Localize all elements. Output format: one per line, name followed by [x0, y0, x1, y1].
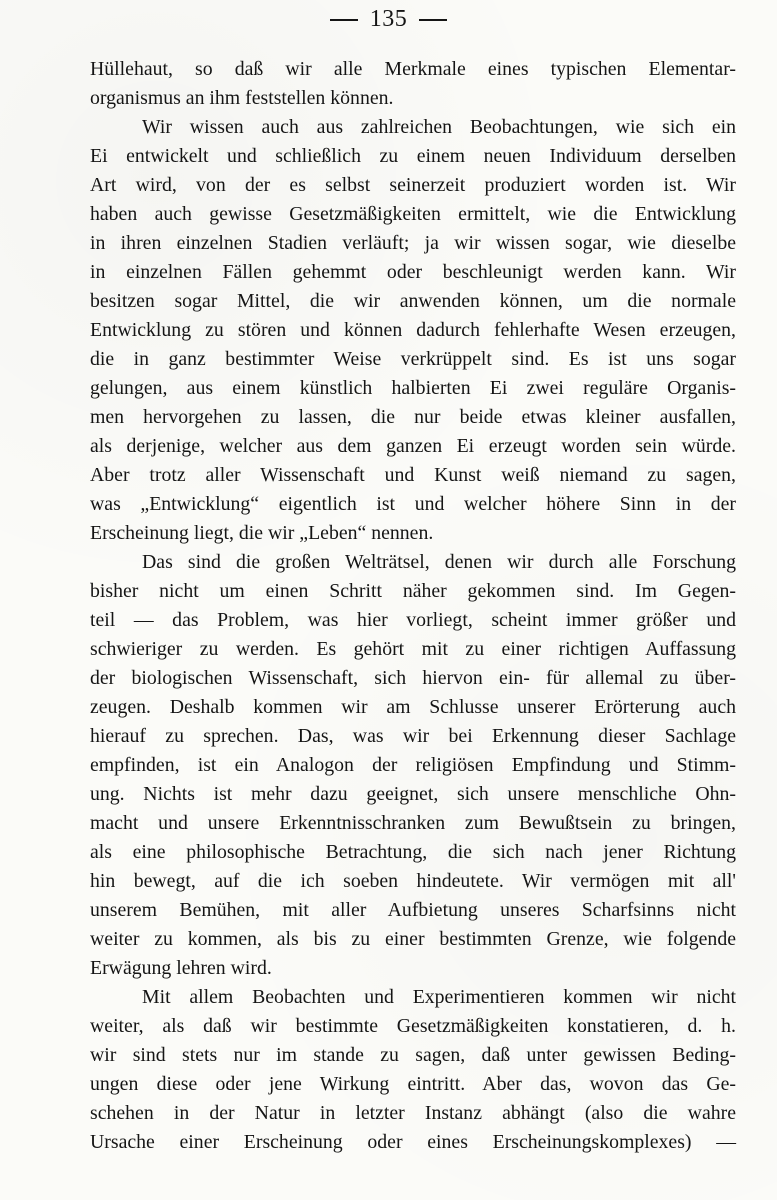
text-line: als eine philosophische Betrachtung, die sich nach jener Richtung: [90, 841, 736, 863]
header-dash-right: [419, 19, 447, 21]
text-line: Erwägung lehren wird.: [90, 957, 272, 979]
text-line: als derjenige, welcher aus dem ganzen Ei erzeugt worden sein würde.: [90, 435, 736, 457]
text-line: wir sind stets nur im stande zu sagen, daß unter gewissen Beding-: [90, 1044, 736, 1066]
text-line: hierauf zu sprechen. Das, was wir bei Erkennung dieser Sachlage: [90, 725, 736, 747]
text-line: weiter, als daß wir bestimmte Gesetzmäßigkeiten konstatieren, d. h.: [90, 1015, 736, 1037]
text-line: schehen in der Natur in letzter Instanz abhängt (also die wahre: [90, 1102, 736, 1124]
text-line: Das sind die großen Welträtsel, denen wir durch alle Forschung: [142, 551, 736, 573]
text-line: macht und unsere Erkenntnisschranken zum Bewußtsein zu bringen,: [90, 812, 736, 834]
text-line: empfinden, ist ein Analogon der religiösen Empfindung und Stimm-: [90, 754, 736, 776]
text-line: Aber trotz aller Wissenschaft und Kunst weiß niemand zu sagen,: [90, 464, 736, 486]
page-number: 135: [369, 6, 408, 32]
text-line: bisher nicht um einen Schritt näher gekommen sind. Im Gegen-: [90, 580, 736, 602]
text-line: weiter zu kommen, als bis zu einer bestimmten Grenze, wie folgende: [90, 928, 736, 950]
text-line: was „Entwicklung“ eigentlich ist und welcher höhere Sinn in der: [90, 493, 736, 515]
body-text: [90, 55, 736, 1157]
text-line: ungen diese oder jene Wirkung eintritt. Aber das, wovon das Ge-: [90, 1073, 736, 1095]
text-line: gelungen, aus einem künstlich halbierten Ei zwei reguläre Organis-: [90, 377, 736, 399]
text-line: Erscheinung liegt, die wir „Leben“ nennen.: [90, 522, 434, 544]
text-line: schwieriger zu werden. Es gehört mit zu einer richtigen Auffassung: [90, 638, 736, 660]
text-line: men hervorgehen zu lassen, die nur beide etwas kleiner ausfallen,: [90, 406, 736, 428]
text-line: haben auch gewisse Gesetzmäßigkeiten ermittelt, wie die Entwicklung: [90, 203, 736, 225]
text-line: teil — das Problem, was hier vorliegt, scheint immer größer und: [90, 609, 736, 631]
text-line: ung. Nichts ist mehr dazu geeignet, sich unsere menschliche Ohn-: [90, 783, 736, 805]
header-dash-left: [330, 19, 358, 21]
text-line: in ihren einzelnen Stadien verläuft; ja wir wissen sogar, wie dieselbe: [90, 232, 736, 254]
text-line: Wir wissen auch aus zahlreichen Beobachtungen, wie sich ein: [142, 116, 736, 138]
text-line: Ursache einer Erscheinung oder eines Erscheinungskomplexes) —: [90, 1131, 736, 1153]
text-line: in einzelnen Fällen gehemmt oder beschleunigt werden kann. Wir: [90, 261, 736, 283]
text-line: Ei entwickelt und schließlich zu einem neuen Individuum derselben: [90, 145, 736, 167]
text-line: Art wird, von der es selbst seinerzeit produziert worden ist. Wir: [90, 174, 736, 196]
text-line: hin bewegt, auf die ich soeben hindeutete. Wir vermögen mit all': [90, 870, 736, 892]
text-line: zeugen. Deshalb kommen wir am Schlusse unserer Erörterung auch: [90, 696, 736, 718]
text-line: besitzen sogar Mittel, die wir anwenden können, um die normale: [90, 290, 736, 312]
text-line: Entwicklung zu stören und können dadurch fehlerhafte Wesen erzeugen,: [90, 319, 736, 341]
text-line: unserem Bemühen, mit aller Aufbietung unseres Scharfsinns nicht: [90, 899, 736, 921]
text-line: Mit allem Beobachten und Experimentieren kommen wir nicht: [142, 986, 736, 1008]
text-line: organismus an ihm feststellen können.: [90, 87, 394, 109]
text-line: Hüllehaut, so daß wir alle Merkmale eines typischen Elementar-: [90, 58, 736, 80]
page-header: [0, 6, 777, 33]
text-line: der biologischen Wissenschaft, sich hiervon ein- für allemal zu über-: [90, 667, 736, 689]
text-line: die in ganz bestimmter Weise verkrüppelt sind. Es ist uns sogar: [90, 348, 736, 370]
